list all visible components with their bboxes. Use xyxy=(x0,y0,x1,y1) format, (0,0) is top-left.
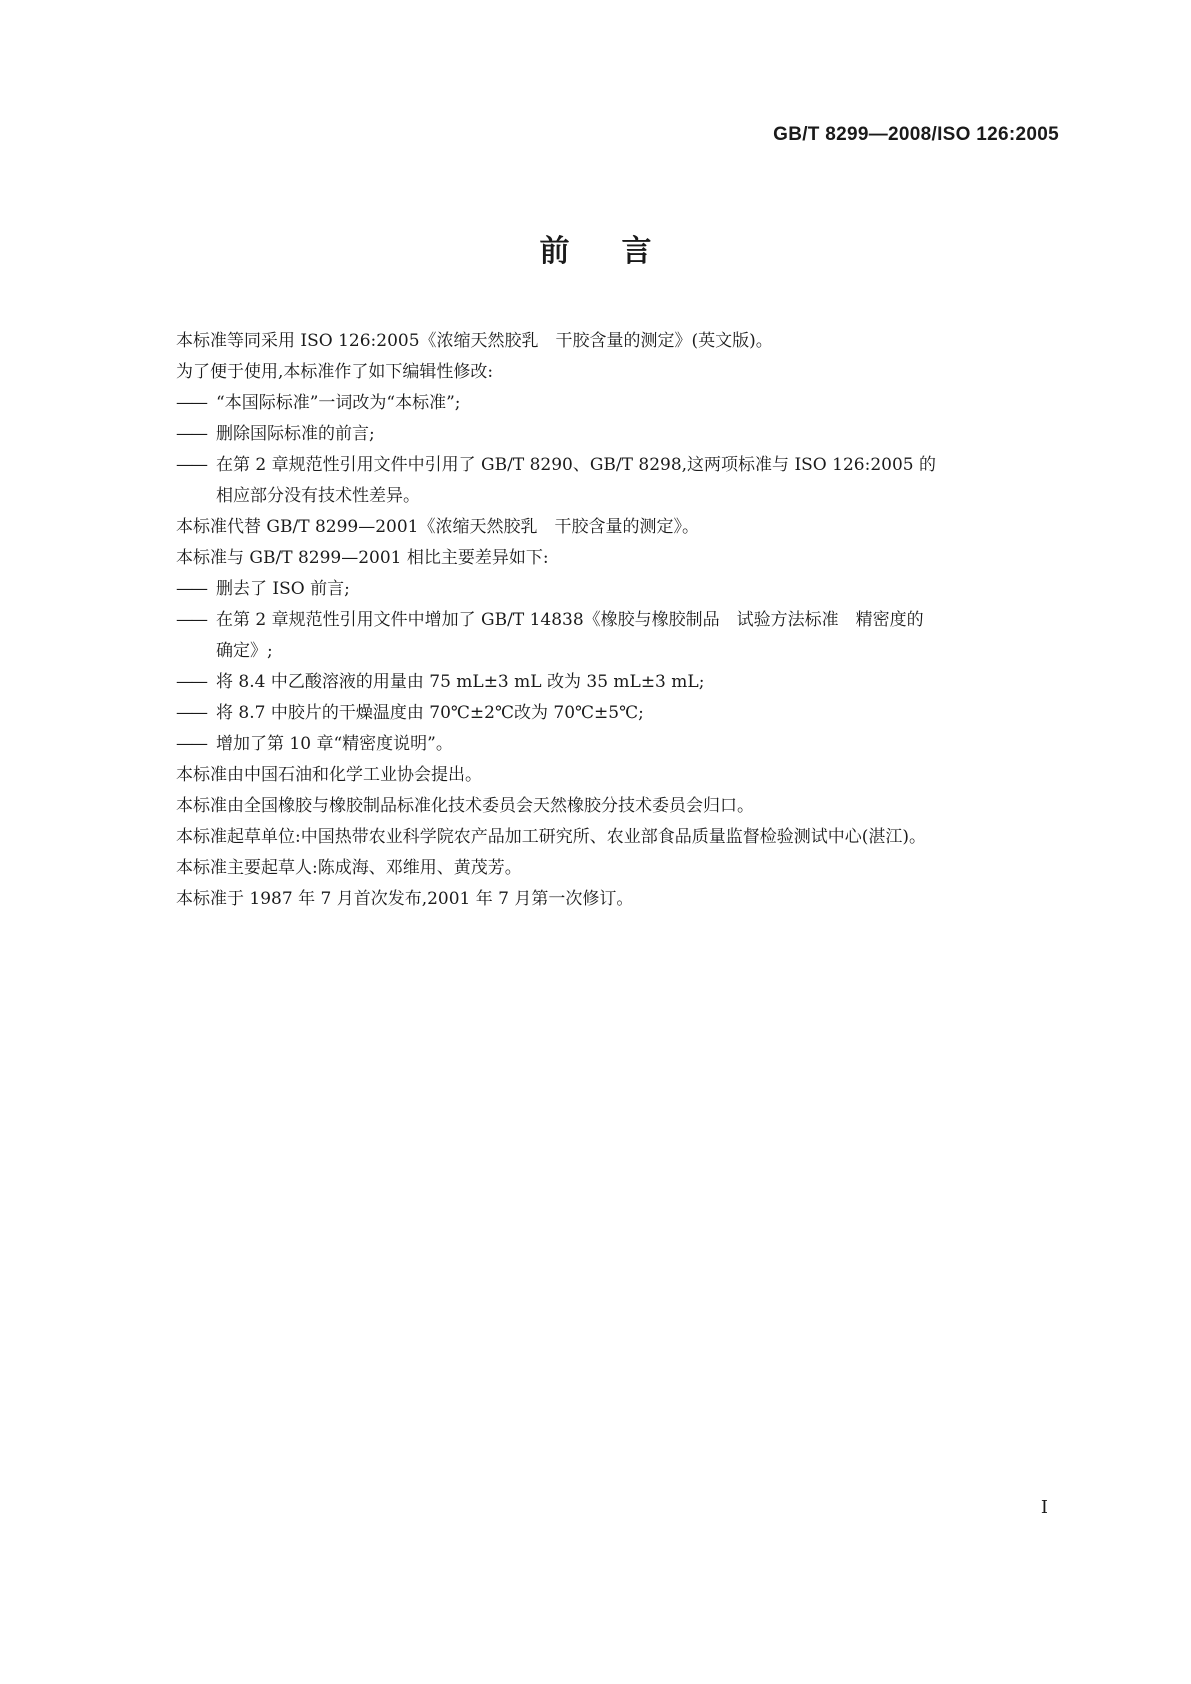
paragraph-adoption: 本标准等同采用 ISO 126:2005《浓缩天然胶乳 干胶含量的测定》(英文版)。 xyxy=(176,331,773,351)
dash-marker: —— xyxy=(176,703,206,723)
list-item xyxy=(136,419,1058,450)
page-number: I xyxy=(1040,1497,1048,1518)
list-item xyxy=(136,388,1058,419)
list-item-text: 增加了第 10 章“精密度说明”。 xyxy=(216,734,453,754)
page-title: 前言 xyxy=(539,234,704,269)
document-body xyxy=(136,326,1058,915)
list-item-text: 将 8.4 中乙酸溶液的用量由 75 mL±3 mL 改为 35 mL±3 mL; xyxy=(216,672,705,692)
paragraph-committee: 本标准由全国橡胶与橡胶制品标准化技术委员会天然橡胶分技术委员会归口。 xyxy=(176,796,754,816)
list-item-text: 删除国际标准的前言; xyxy=(216,424,375,444)
dash-marker: —— xyxy=(176,455,206,475)
list-item xyxy=(136,667,1058,698)
paragraph-history: 本标准于 1987 年 7 月首次发布,2001 年 7 月第一次修订。 xyxy=(176,889,634,909)
dash-marker: —— xyxy=(176,734,206,754)
dash-marker: —— xyxy=(176,424,206,444)
paragraph-edits-intro: 为了便于使用,本标准作了如下编辑性修改: xyxy=(176,362,494,382)
list-item xyxy=(136,450,1058,481)
list-item-text: 将 8.7 中胶片的干燥温度由 70℃±2℃改为 70℃±5℃; xyxy=(216,703,644,723)
list-item-text: 在第 2 章规范性引用文件中增加了 GB/T 14838《橡胶与橡胶制品 试验方法标准 精密度的 xyxy=(216,610,924,630)
list-item-text: 删去了 ISO 前言; xyxy=(216,579,350,599)
paragraph-differences-intro: 本标准与 GB/T 8299—2001 相比主要差异如下: xyxy=(176,548,549,568)
list-item xyxy=(136,605,1058,636)
dash-marker: —— xyxy=(176,579,206,599)
list-item xyxy=(136,574,1058,605)
dash-marker: —— xyxy=(176,610,206,630)
paragraph-proposer: 本标准由中国石油和化学工业协会提出。 xyxy=(176,765,482,785)
list-item xyxy=(136,698,1058,729)
paragraph-replaces: 本标准代替 GB/T 8299—2001《浓缩天然胶乳 干胶含量的测定》。 xyxy=(176,517,699,537)
paragraph-drafting-units: 本标准起草单位:中国热带农业科学院农产品加工研究所、农业部食品质量监督检验测试中心(湛江)。 xyxy=(176,827,926,847)
dash-marker: —— xyxy=(176,393,206,413)
list-item-continuation: 确定》; xyxy=(216,641,273,661)
paragraph-drafters: 本标准主要起草人:陈成海、邓维用、黄茂芳。 xyxy=(176,858,522,878)
standard-code-header: GB/T 8299—2008/ISO 126:2005 xyxy=(773,124,1059,145)
list-item-continuation: 相应部分没有技术性差异。 xyxy=(216,486,420,506)
list-item-text: “本国际标准”一词改为“本标准”; xyxy=(216,393,461,413)
list-item-text: 在第 2 章规范性引用文件中引用了 GB/T 8290、GB/T 8298,这两项标准与 ISO 126:2005 的 xyxy=(216,455,936,475)
list-item xyxy=(136,729,1058,760)
dash-marker: —— xyxy=(176,672,206,692)
